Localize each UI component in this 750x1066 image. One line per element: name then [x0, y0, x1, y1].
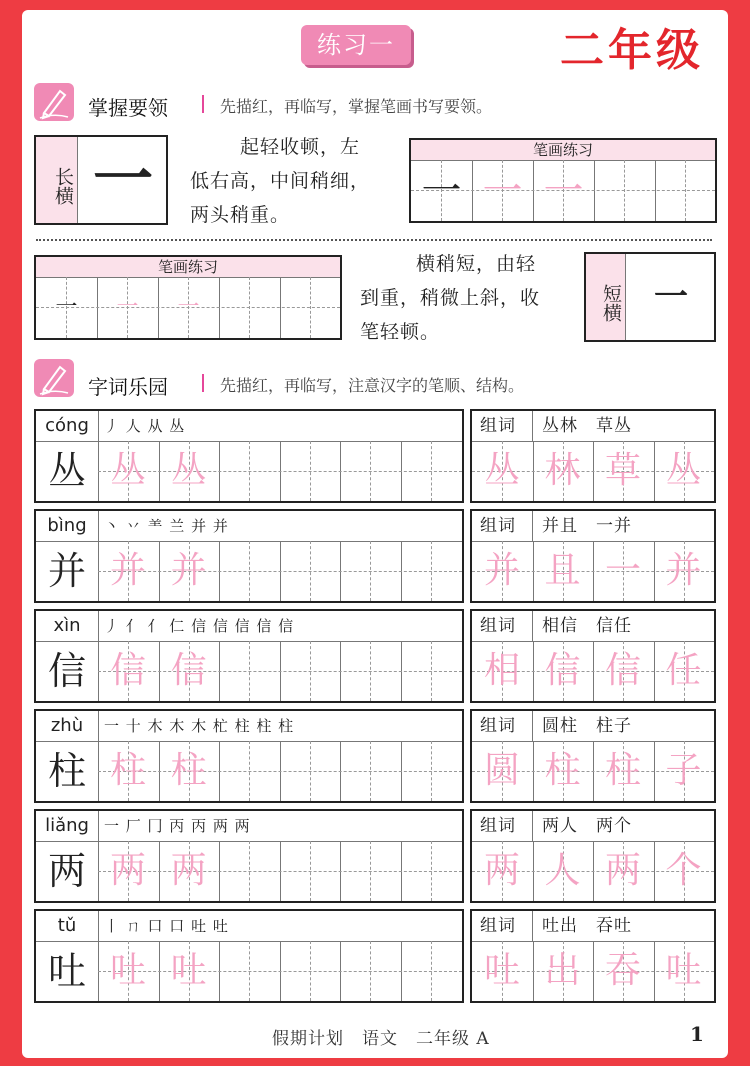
trace-word-character: 一 [604, 550, 641, 591]
model-character: 柱 [47, 749, 86, 793]
word-practice-row [470, 709, 716, 803]
practice-trace: 一 [543, 168, 584, 214]
section-desc-strokes: 先描红，再临写，掌握笔画书写要领。 [220, 97, 493, 116]
stroke-order: 丶 丷 ⺷ 兰 并 并 [104, 517, 229, 535]
long-stroke-box [34, 135, 168, 225]
model-character: 吐 [47, 949, 86, 993]
trace-word-character: 相 [483, 650, 520, 691]
character-practice-row [34, 709, 464, 803]
pencil-icon [34, 359, 74, 397]
character-practice-row [34, 609, 464, 703]
practice-trace: 一 [482, 168, 523, 214]
model-character: 丛 [47, 449, 86, 493]
character-practice-row [34, 409, 464, 503]
zuci-label: 组词 [480, 916, 516, 936]
trace-word-character: 并 [665, 550, 702, 591]
word-practice-row [470, 609, 716, 703]
stroke-order: 丨 ㄇ 口 口 吐 吐 [104, 917, 229, 935]
stroke-order: 一 十 木 木 木 杧 柱 柱 柱 [104, 717, 295, 735]
trace-word-character: 柱 [544, 750, 581, 791]
trace-word-character: 子 [665, 750, 702, 791]
example-words: 两人 两个 [542, 816, 632, 836]
trace-word-character: 吐 [665, 950, 702, 991]
short-stroke-box [584, 252, 716, 342]
trace-character: 吐 [170, 950, 207, 991]
long-stroke-label: 长横 [36, 137, 78, 223]
character-practice-row [34, 509, 464, 603]
section-divider [202, 95, 204, 113]
example-words: 并且 一并 [542, 516, 632, 536]
short-stroke-label: 短横 [586, 254, 626, 340]
stroke-order: 丿 人 从 丛 [104, 417, 186, 435]
trace-word-character: 柱 [604, 750, 641, 791]
character-practice-row [34, 809, 464, 903]
example-words: 相信 信任 [542, 616, 632, 636]
trace-word-character: 并 [483, 550, 520, 591]
short-stroke-char: 一 [654, 277, 688, 317]
trace-word-character: 人 [544, 850, 581, 891]
word-practice-row [470, 809, 716, 903]
example-words: 圆柱 柱子 [542, 716, 632, 736]
stroke-order: 丿 亻 亻 仁 信 信 信 信 信 [104, 617, 295, 635]
zuci-label: 组词 [480, 616, 516, 636]
zuci-label: 组词 [480, 416, 516, 436]
zuci-label: 组词 [480, 816, 516, 836]
practice-title: 笔画练习 [36, 257, 340, 278]
long-stroke-practice-grid [409, 138, 717, 223]
trace-character: 两 [170, 850, 207, 891]
trace-character: 信 [109, 650, 146, 691]
trace-word-character: 两 [483, 850, 520, 891]
pinyin: liǎng [45, 815, 89, 836]
trace-word-character: 信 [604, 650, 641, 691]
short-stroke-practice-grid [34, 255, 342, 340]
trace-word-character: 两 [604, 850, 641, 891]
section-desc-words: 先描红，再临写，注意汉字的笔顺、结构。 [220, 376, 525, 395]
worksheet-page [22, 10, 728, 1058]
trace-word-character: 且 [544, 550, 581, 591]
trace-character: 信 [170, 650, 207, 691]
trace-character: 柱 [170, 750, 207, 791]
trace-character: 两 [109, 850, 146, 891]
trace-word-character: 丛 [665, 450, 702, 491]
dotted-divider [36, 239, 712, 241]
trace-character: 柱 [109, 750, 146, 791]
short-stroke-text: 横稍短，由轻 到重，稍微上斜，收 笔轻顿。 [360, 253, 541, 343]
pencil-icon [34, 83, 74, 121]
trace-word-character: 信 [544, 650, 581, 691]
exercise-badge: 练习一 [301, 25, 411, 65]
model-character: 并 [47, 549, 86, 593]
zuci-label: 组词 [480, 516, 516, 536]
trace-character: 并 [109, 550, 146, 591]
word-practice-row [470, 909, 716, 1003]
example-words: 丛林 草丛 [542, 416, 632, 436]
practice-trace: 一 [177, 295, 200, 320]
section-title-strokes: 掌握要领 [88, 96, 168, 120]
footer-text: 假期计划 语文 二年级 A [272, 1029, 490, 1049]
pinyin: cóng [45, 415, 89, 436]
trace-word-character: 圆 [483, 750, 520, 791]
trace-character: 丛 [170, 450, 207, 491]
trace-word-character: 林 [544, 450, 581, 491]
zuci-label: 组词 [480, 716, 516, 736]
trace-word-character: 吐 [483, 950, 520, 991]
pinyin: bìng [47, 515, 87, 536]
trace-word-character: 草 [604, 450, 641, 491]
pinyin: xìn [53, 615, 81, 636]
trace-word-character: 任 [665, 650, 702, 691]
pinyin: tǔ [57, 915, 77, 936]
practice-title: 笔画练习 [411, 140, 715, 161]
practice-model: 一 [55, 295, 78, 320]
long-stroke-text: 起轻收顿，左 低右高，中间稍细， 两头稍重。 [190, 136, 371, 226]
pinyin: zhù [50, 715, 84, 736]
trace-word-character: 个 [665, 850, 702, 891]
model-character: 两 [47, 849, 86, 893]
trace-character: 并 [170, 550, 207, 591]
practice-model: 一 [421, 168, 462, 214]
trace-word-character: 丛 [483, 450, 520, 491]
trace-word-character: 吞 [604, 950, 641, 991]
trace-character: 丛 [109, 450, 146, 491]
example-words: 吐出 吞吐 [542, 916, 632, 936]
word-practice-row [470, 509, 716, 603]
page-number: 1 [690, 1022, 704, 1046]
practice-trace: 一 [116, 295, 139, 320]
character-practice-row [34, 909, 464, 1003]
section-divider [202, 374, 204, 392]
model-character: 信 [47, 649, 86, 693]
trace-word-character: 出 [544, 950, 581, 991]
trace-character: 吐 [109, 950, 146, 991]
stroke-order: 一 厂 冂 丙 丙 两 两 [104, 817, 251, 835]
long-stroke-char: 一 [93, 145, 153, 215]
section-title-words: 字词乐园 [88, 375, 168, 399]
word-practice-row [470, 409, 716, 503]
grade-label: 二年级 [560, 25, 704, 76]
